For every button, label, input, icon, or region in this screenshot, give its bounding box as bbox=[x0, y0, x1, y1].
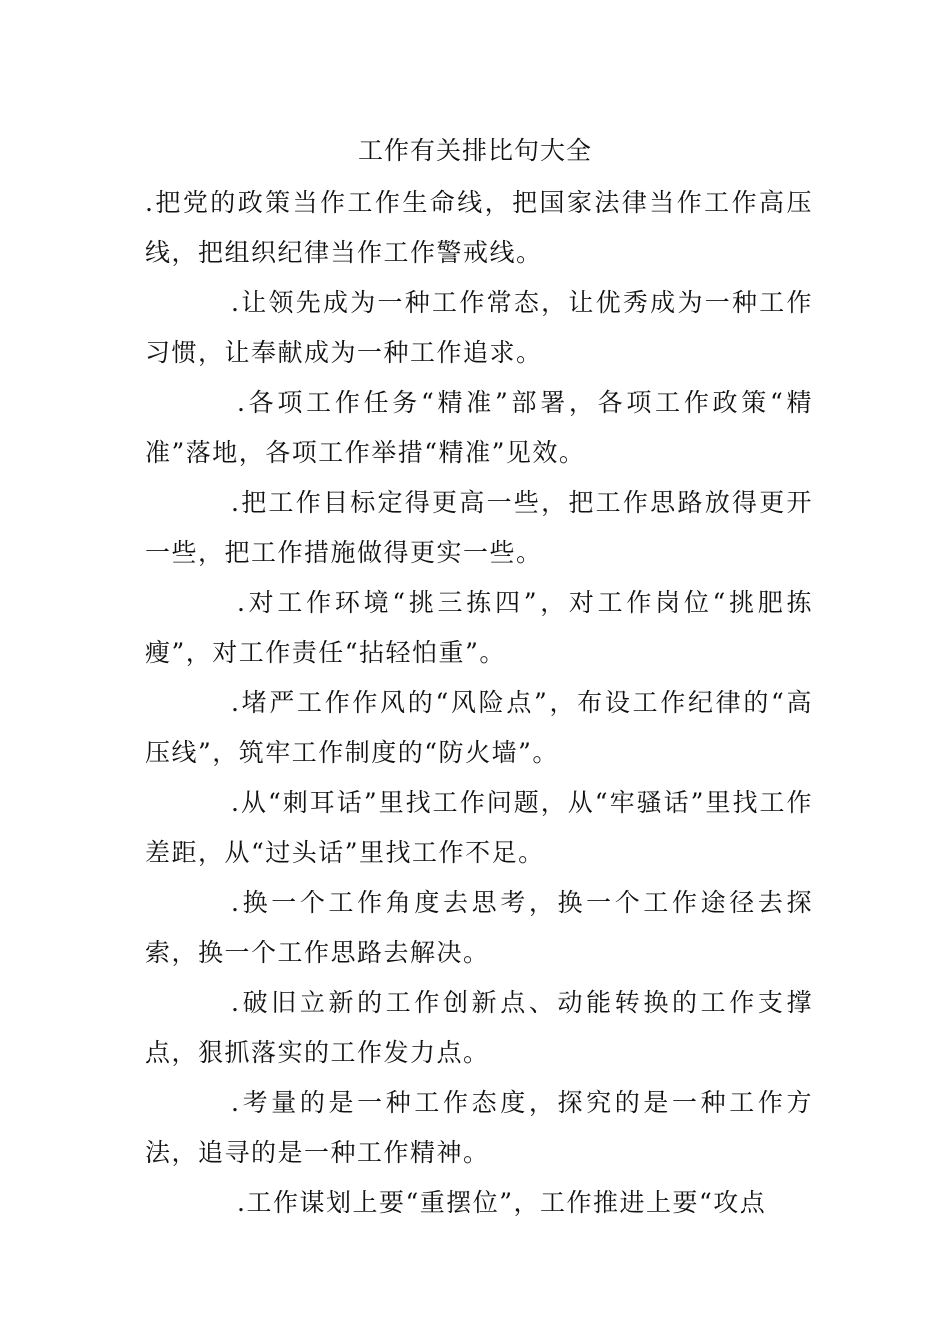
paragraph: .堵严工作作风的“风险点”，布设工作纪律的“高压线”，筑牢工作制度的“防火墙”。 bbox=[145, 688, 813, 767]
document-body bbox=[145, 178, 813, 1228]
paragraph: .考量的是一种工作态度，探究的是一种工作方法，追寻的是一种工作精神。 bbox=[145, 1088, 813, 1167]
paragraph: .对工作环境“挑三拣四”，对工作岗位“挑肥拣瘦”，对工作责任“拈轻怕重”。 bbox=[145, 588, 813, 667]
paragraph: .各项工作任务“精准”部署，各项工作政策“精准”落地，各项工作举措“精准”见效。 bbox=[145, 388, 813, 467]
paragraph: .把工作目标定得更高一些，把工作思路放得更开一些，把工作措施做得更实一些。 bbox=[145, 488, 813, 567]
paragraph: .换一个工作角度去思考，换一个工作途径去探索，换一个工作思路去解决。 bbox=[145, 888, 813, 967]
paragraph: .工作谋划上要“重摆位”，工作推进上要“攻点 bbox=[237, 1188, 767, 1217]
paragraph: .从“刺耳话”里找工作问题，从“牢骚话”里找工作差距，从“过头话”里找工作不足。 bbox=[145, 788, 813, 867]
document-title: 工作有关排比句大全 bbox=[357, 136, 592, 165]
paragraph: .破旧立新的工作创新点、动能转换的工作支撑点，狠抓落实的工作发力点。 bbox=[145, 988, 813, 1067]
paragraph: .把党的政策当作工作生命线，把国家法律当作工作高压线，把组织纪律当作工作警戒线。 bbox=[145, 188, 813, 267]
paragraph: .让领先成为一种工作常态，让优秀成为一种工作习惯，让奉献成为一种工作追求。 bbox=[145, 288, 813, 367]
